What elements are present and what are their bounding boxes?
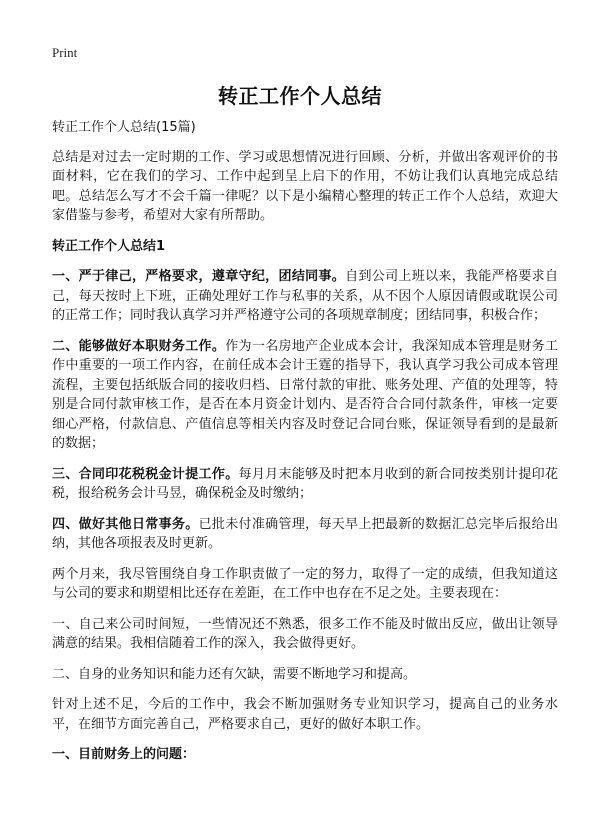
paragraph-daily-affairs [52,515,558,554]
improvement-paragraph: 针对上述不足，今后的工作中，我会不断加强财务专业知识学习，提高自己的业务水平，在细节方面完善自己，严格要求自己，更好的做好本职工作。 [52,697,558,732]
page-title: 转正工作个人总结 [218,84,382,108]
final-heading: 一、目前财务上的问题： [52,747,196,762]
shortcoming-item: 一、自己来公司时间短，一些情况还不熟悉，很多工作不能及时做出反应，做出让领导满意的结果。我相信随着工作的深入，我会做得更好。 [52,616,558,651]
summary-paragraph: 两个月来，我尽管围绕自身工作职责做了一定的努力，取得了一定的成绩，但我知道这与公司的要求和期望相比还存在差距，在工作中也存在不足之处。主要表现在： [52,566,558,601]
print-link[interactable]: Print [52,45,78,60]
document-subtitle: 转正工作个人总结(15篇) [52,120,196,135]
paragraph-body: 每月月末能够及时把本月收到的新合同按类别计提印花税，报给税务会计马昱，确保税金及时缴纳； [52,466,558,501]
paragraph-stamp-tax [52,465,558,504]
shortcoming-item: 二、自身的业务知识和能力还有欠缺，需要不断地学习和提高。 [52,666,417,682]
paragraph-body: 作为一名房地产企业成本会计，我深知成本管理是财务工作中重要的一项工作内容，在前任成本会计王霆的指导下，我认真学习我公司成本管理流程，主要包括纸版合同的接收归档、日常付款的审批、账务处理、产值的处理等，特别是合同付款审核工作，是否在本月资金计划内、是否符合合同付款条件，审核一定要细心严格，付款信息、产值信息等相关内容及时登记合同台账，保证领导看到的是最新的数据； [52,338,558,451]
paragraph-lead: 二、能够做好本职财务工作。 [52,338,226,354]
paragraph-discipline [52,267,558,326]
paragraph-body: 已批未付准确管理，每天早上把最新的数据汇总完毕后报给出纳，其他各项报表及时更新。 [52,516,558,551]
paragraph-lead: 三、合同印花税税金计提工作。 [52,466,239,482]
paragraph-body: 自到公司上班以来，我能严格要求自己，每天按时上下班，正确处理好工作与私事的关系，从不因个人原因请假或耽误公司的正常工作；同时我认真学习并严格遵守公司的各项规章制度；团结同事，积极合作； [52,269,558,323]
intro-paragraph: 总结是对过去一定时期的工作、学习或思想情况进行回顾、分析，并做出客观评价的书面材料，它在我们的学习、工作中起到呈上启下的作用，不妨让我们认真地完成总结吧。总结怎么写才不会千篇一律呢？以下是小编精心整理的转正工作个人总结，欢迎大家借鉴与参考，希望对大家有所帮助。 [52,149,558,223]
paragraph-duties [52,337,558,454]
document-body [52,118,558,776]
paragraph-lead: 四、做好其他日常事务。 [52,516,199,532]
section-heading: 转正工作个人总结1 [52,238,166,254]
paragraph-lead: 一、严于律己，严格要求，遵章守纪，团结同事。 [52,269,346,284]
